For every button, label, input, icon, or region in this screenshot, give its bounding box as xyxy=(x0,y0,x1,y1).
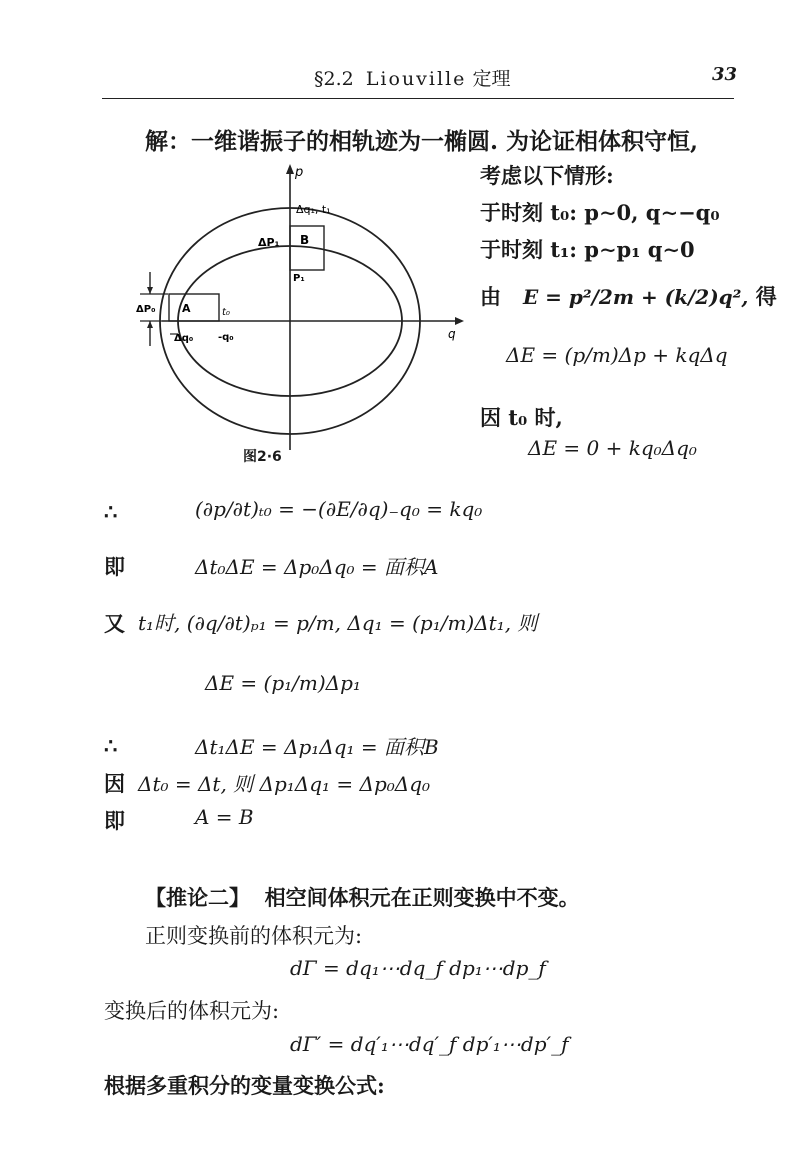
corollary-heading xyxy=(145,882,580,912)
para1-line1 xyxy=(145,123,698,156)
axis-q-label: q xyxy=(448,327,456,341)
corollary-statement: 相空间体积元在正则变换中不变。 xyxy=(264,885,580,910)
volume-element-after: dΓ′ = dq′₁⋯dq′_f dp′₁⋯dp′_f xyxy=(290,1032,569,1056)
corollary-after: 变换后的体积元为: xyxy=(104,999,280,1023)
therefore-2: ∴ xyxy=(104,733,118,758)
region-a-box xyxy=(169,294,219,321)
volume-element-before: dΓ = dq₁⋯dq_f dp₁⋯dp_f xyxy=(290,956,546,980)
ie-2: 即 xyxy=(104,808,125,833)
para1-line5-pre: 由 xyxy=(480,284,501,309)
dp0-arrowhead-down xyxy=(147,321,153,328)
axis-p-label: p xyxy=(295,165,304,180)
dp0-arrowhead-up xyxy=(147,287,153,294)
corollary-last: 根据多重积分的变量变换公式: xyxy=(104,1073,385,1098)
running-header xyxy=(314,64,510,91)
dp1-label: ΔP₁ xyxy=(258,236,280,249)
page-number: 33 xyxy=(712,64,738,85)
energy-equation: E = p²/2m + (k/2)q², xyxy=(522,285,749,309)
section-number: §2.2 xyxy=(314,68,354,90)
equation-5: Δt₁ΔE = Δp₁Δq₁ = 面积B xyxy=(195,735,439,759)
para1-line5 xyxy=(480,281,777,311)
header-title-latin: Liouville xyxy=(365,68,467,90)
phase-ellipse-figure xyxy=(130,160,470,460)
because-1: 因 xyxy=(104,771,125,796)
figure-caption: 图2·6 xyxy=(243,449,282,465)
header-title-cn: 定理 xyxy=(472,68,511,90)
delta-e-t0-equation: ΔE = 0 + kq₀Δq₀ xyxy=(528,436,697,460)
equation-3: t₁时, (∂q/∂t)ₚ₁ = p/m, Δq₁ = (p₁/m)Δt₁, 则 xyxy=(138,611,538,635)
p-axis-arrow xyxy=(286,164,294,174)
t0-label: t₀ xyxy=(222,307,230,318)
equation-1: (∂p/∂t)ₜ₀ = −(∂E/∂q)₋q₀ = kq₀ xyxy=(195,497,483,521)
dp0-label: ΔP₀ xyxy=(136,304,156,315)
region-b-label: B xyxy=(300,233,310,247)
solution-lead: 解： xyxy=(145,128,191,155)
para1-line5-post: 得 xyxy=(755,284,777,309)
dq1-label: Δq₁, t₁ xyxy=(296,203,331,216)
corollary-before: 正则变换前的体积元为: xyxy=(145,924,363,948)
p1-label: P₁ xyxy=(293,273,305,284)
equation-7: A = B xyxy=(195,805,254,829)
para1-line7: 因 t₀ 时, xyxy=(480,405,563,430)
para1-line2: 考虑以下情形: xyxy=(480,163,614,188)
para1-line4: 于时刻 t₁: p∼p₁ q∼0 xyxy=(480,237,695,262)
para1-text: 一维谐振子的相轨迹为一椭圆. 为论证相体积守恒, xyxy=(191,128,699,155)
corollary-label: 【推论二】 xyxy=(145,885,250,910)
region-a-label: A xyxy=(182,302,191,315)
equation-2: Δt₀ΔE = Δp₀Δq₀ = 面积A xyxy=(195,555,439,579)
equation-4: ΔE = (p₁/m)Δp₁ xyxy=(205,671,361,695)
q-axis-arrow xyxy=(455,317,464,325)
para1-line3: 于时刻 t₀: p∼0, q∼−q₀ xyxy=(480,200,720,225)
dq0-label: Δq₀ xyxy=(174,333,194,344)
equation-6: Δt₀ = Δt, 则 Δp₁Δq₁ = Δp₀Δq₀ xyxy=(138,772,431,796)
therefore-1: ∴ xyxy=(104,499,118,524)
header-rule xyxy=(102,98,734,99)
minus-q0-label: -q₀ xyxy=(218,332,234,343)
also-1: 又 xyxy=(104,611,125,636)
ie-1: 即 xyxy=(104,554,125,579)
delta-e-equation: ΔE = (p/m)Δp + kqΔq xyxy=(506,343,728,367)
